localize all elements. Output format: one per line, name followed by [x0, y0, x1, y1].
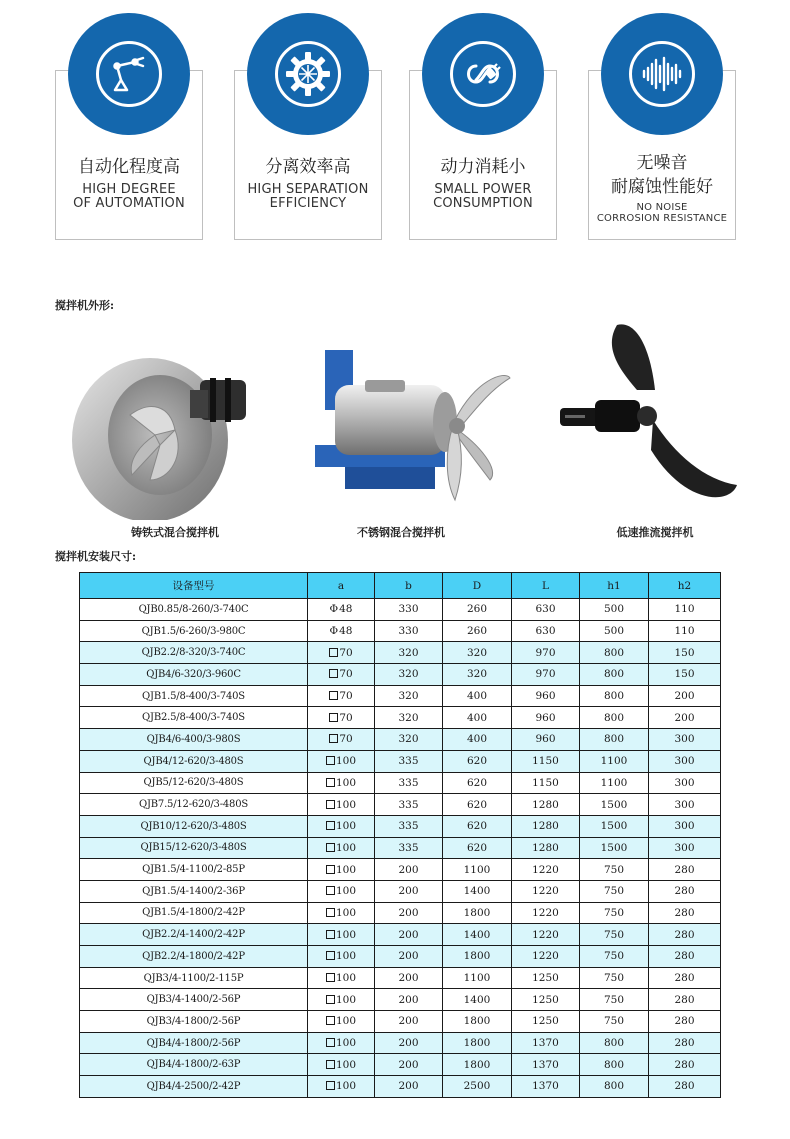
cell-a-value: 100 [335, 776, 357, 789]
cell-model: QJB4/4-1800/2-56P [80, 1032, 308, 1054]
cell-d: 1800 [443, 1054, 512, 1076]
cell-h1: 750 [580, 924, 649, 946]
cell-b: 200 [375, 1011, 443, 1033]
feature-title-en: NO NOISE CORROSION RESISTANCE [596, 202, 728, 224]
cell-h2: 280 [649, 1032, 721, 1054]
section-dimensions-label: 搅拌机安装尺寸: [55, 550, 137, 563]
cell-d: 1800 [443, 1032, 512, 1054]
product-image-stainless-mixer [305, 350, 515, 505]
square-section-icon [326, 995, 335, 1004]
cell-a-value: 100 [335, 1037, 357, 1050]
cell-a [308, 794, 375, 816]
cell-h2: 110 [649, 620, 721, 642]
cell-a [308, 902, 375, 924]
cell-b: 200 [375, 1032, 443, 1054]
square-section-icon [326, 821, 335, 830]
feature-card-power [409, 70, 557, 240]
header-l: L [512, 573, 580, 599]
cell-a-value: 70 [339, 668, 353, 681]
cell-a [308, 859, 375, 881]
cell-d: 620 [443, 750, 512, 772]
table-row [80, 707, 721, 729]
cell-h2: 280 [649, 1076, 721, 1098]
cell-l: 1220 [512, 924, 580, 946]
product-caption: 不锈钢混合搅拌机 [357, 526, 445, 539]
cell-h2: 300 [649, 815, 721, 837]
cell-model: QJB1.5/4-1400/2-36P [80, 880, 308, 902]
cell-b: 200 [375, 924, 443, 946]
cell-h2: 200 [649, 707, 721, 729]
feature-title-en: HIGH SEPARATION EFFICIENCY [247, 182, 369, 211]
cell-l: 1280 [512, 837, 580, 859]
cell-a [308, 750, 375, 772]
cell-b: 320 [375, 729, 443, 751]
cell-a-value: 100 [335, 906, 357, 919]
table-row [80, 837, 721, 859]
cell-h1: 800 [580, 664, 649, 686]
table-row [80, 729, 721, 751]
feature-title-cn: 自动化程度高 [78, 157, 180, 177]
cell-a [308, 880, 375, 902]
table-row [80, 1054, 721, 1076]
cell-a-value: 100 [335, 993, 357, 1006]
table-row [80, 772, 721, 794]
cell-d: 1400 [443, 880, 512, 902]
feature-card-automation [55, 70, 203, 240]
cell-model: QJB0.85/8-260/3-740C [80, 599, 308, 621]
square-section-icon [326, 951, 335, 960]
cell-d: 620 [443, 837, 512, 859]
cell-b: 200 [375, 967, 443, 989]
feature-title-en: HIGH DEGREE OF AUTOMATION [73, 182, 185, 211]
cell-a-value: 100 [335, 863, 357, 876]
cell-d: 620 [443, 772, 512, 794]
cell-a-value: 100 [335, 755, 357, 768]
cell-b: 200 [375, 1054, 443, 1076]
cell-model: QJB1.5/8-400/3-740S [80, 685, 308, 707]
square-section-icon [326, 1016, 335, 1025]
cell-a-value: 70 [339, 690, 353, 703]
cell-h1: 1100 [580, 772, 649, 794]
cell-model: QJB7.5/12-620/3-480S [80, 794, 308, 816]
cell-h2: 280 [649, 902, 721, 924]
table-row [80, 859, 721, 881]
cell-d: 620 [443, 794, 512, 816]
cell-a [308, 599, 375, 621]
cell-h2: 110 [649, 599, 721, 621]
table-row [80, 989, 721, 1011]
table-row [80, 794, 721, 816]
cell-b: 200 [375, 902, 443, 924]
square-section-icon [329, 648, 338, 657]
cell-model: QJB5/12-620/3-480S [80, 772, 308, 794]
cell-model: QJB3/4-1100/2-115P [80, 967, 308, 989]
cell-h1: 750 [580, 989, 649, 1011]
product-caption: 铸铁式混合搅拌机 [131, 526, 219, 539]
cell-a [308, 924, 375, 946]
cell-h2: 280 [649, 967, 721, 989]
cell-a-value: 70 [339, 733, 353, 746]
square-section-icon [329, 713, 338, 722]
cell-a-value: 100 [335, 928, 357, 941]
square-section-icon [329, 691, 338, 700]
cell-a [308, 946, 375, 968]
square-section-icon [326, 778, 335, 787]
cell-d: 1800 [443, 902, 512, 924]
cell-d: 620 [443, 815, 512, 837]
cell-h1: 750 [580, 1011, 649, 1033]
cell-l: 960 [512, 685, 580, 707]
cell-h2: 300 [649, 794, 721, 816]
cell-l: 1220 [512, 946, 580, 968]
cell-h2: 280 [649, 924, 721, 946]
cell-h2: 150 [649, 664, 721, 686]
sound-wave-icon [629, 41, 695, 107]
cell-h2: 280 [649, 989, 721, 1011]
cell-d: 1400 [443, 989, 512, 1011]
cell-h1: 800 [580, 707, 649, 729]
cell-h1: 500 [580, 599, 649, 621]
square-section-icon [326, 1081, 335, 1090]
cell-h2: 300 [649, 729, 721, 751]
cell-l: 1220 [512, 880, 580, 902]
cell-a-value: 70 [339, 711, 353, 724]
cell-b: 200 [375, 989, 443, 1011]
square-section-icon [326, 1038, 335, 1047]
cell-b: 200 [375, 1076, 443, 1098]
table-row [80, 599, 721, 621]
cell-a-value: 100 [335, 820, 357, 833]
table-row [80, 642, 721, 664]
cell-d: 1400 [443, 924, 512, 946]
cell-l: 630 [512, 599, 580, 621]
cell-model: QJB1.5/4-1100/2-85P [80, 859, 308, 881]
cell-h1: 750 [580, 880, 649, 902]
cell-model: QJB4/6-400/3-980S [80, 729, 308, 751]
cell-a [308, 1032, 375, 1054]
cell-b: 200 [375, 859, 443, 881]
cell-a-value: 100 [335, 885, 357, 898]
cell-h2: 280 [649, 1011, 721, 1033]
cell-a [308, 1054, 375, 1076]
cell-a-value: 100 [335, 972, 357, 985]
cell-h2: 280 [649, 859, 721, 881]
cell-a [308, 1011, 375, 1033]
cell-l: 970 [512, 642, 580, 664]
table-row [80, 967, 721, 989]
gear-icon [275, 41, 341, 107]
cell-h1: 750 [580, 859, 649, 881]
cell-a-value: 100 [335, 798, 357, 811]
cell-model: QJB2.2/4-1800/2-42P [80, 946, 308, 968]
table-row [80, 664, 721, 686]
cell-l: 1250 [512, 989, 580, 1011]
table-row [80, 620, 721, 642]
cell-a-value: 48 [339, 603, 353, 616]
cell-a-value: 100 [335, 841, 357, 854]
cell-b: 335 [375, 837, 443, 859]
table-row [80, 750, 721, 772]
cell-l: 960 [512, 729, 580, 751]
cell-l: 1370 [512, 1054, 580, 1076]
table-header-row [80, 573, 721, 599]
cell-model: QJB2.5/8-400/3-740S [80, 707, 308, 729]
product-caption: 低速推流搅拌机 [616, 526, 694, 539]
header-b: b [375, 573, 443, 599]
feature-title-en: SMALL POWER CONSUMPTION [433, 182, 533, 211]
cell-a-value: 100 [335, 950, 357, 963]
cell-a-value: 100 [335, 1080, 357, 1093]
cell-model: QJB4/6-320/3-960C [80, 664, 308, 686]
cell-l: 1370 [512, 1076, 580, 1098]
header-h2: h2 [649, 573, 721, 599]
cell-model: QJB15/12-620/3-480S [80, 837, 308, 859]
cell-l: 1220 [512, 859, 580, 881]
cell-b: 320 [375, 707, 443, 729]
header-a: a [308, 573, 375, 599]
table-row [80, 1032, 721, 1054]
cell-l: 960 [512, 707, 580, 729]
robot-arm-icon [96, 41, 162, 107]
cell-b: 200 [375, 880, 443, 902]
cell-b: 320 [375, 642, 443, 664]
cell-model: QJB3/4-1400/2-56P [80, 989, 308, 1011]
cell-d: 260 [443, 599, 512, 621]
cell-h1: 750 [580, 946, 649, 968]
feature-circle [422, 13, 544, 135]
cell-a-value: 70 [339, 646, 353, 659]
feature-title-cn: 无噪音 耐腐蚀性能好 [611, 153, 713, 197]
cell-d: 260 [443, 620, 512, 642]
cell-model: QJB4/4-1800/2-63P [80, 1054, 308, 1076]
cell-h1: 800 [580, 642, 649, 664]
cell-a [308, 664, 375, 686]
cell-a [308, 967, 375, 989]
square-section-icon [326, 843, 335, 852]
cell-a [308, 837, 375, 859]
cell-d: 400 [443, 729, 512, 751]
cell-h1: 800 [580, 1054, 649, 1076]
cell-a [308, 707, 375, 729]
cell-l: 1280 [512, 815, 580, 837]
cell-model: QJB2.2/8-320/3-740C [80, 642, 308, 664]
cell-b: 330 [375, 620, 443, 642]
cell-h1: 1500 [580, 837, 649, 859]
header-h1: h1 [580, 573, 649, 599]
cell-a-value: 48 [339, 625, 353, 638]
diameter-symbol: Φ [329, 625, 339, 638]
cell-model: QJB1.5/6-260/3-980C [80, 620, 308, 642]
cell-l: 1220 [512, 902, 580, 924]
cell-l: 970 [512, 664, 580, 686]
square-section-icon [326, 1060, 335, 1069]
cell-l: 1250 [512, 1011, 580, 1033]
cell-h2: 300 [649, 837, 721, 859]
cell-l: 1370 [512, 1032, 580, 1054]
cell-b: 320 [375, 664, 443, 686]
cell-l: 1150 [512, 750, 580, 772]
table-row [80, 685, 721, 707]
square-section-icon [326, 756, 335, 765]
feature-circle [68, 13, 190, 135]
table-row [80, 1011, 721, 1033]
cell-h2: 150 [649, 642, 721, 664]
cell-h1: 750 [580, 967, 649, 989]
square-section-icon [329, 669, 338, 678]
feature-card-noise [588, 70, 736, 240]
cell-b: 320 [375, 685, 443, 707]
table-row [80, 880, 721, 902]
cell-d: 320 [443, 664, 512, 686]
cell-a-value: 100 [335, 1058, 357, 1071]
cell-l: 1150 [512, 772, 580, 794]
table-row [80, 902, 721, 924]
cell-l: 1250 [512, 967, 580, 989]
diameter-symbol: Φ [329, 603, 339, 616]
cell-a [308, 685, 375, 707]
cell-d: 1100 [443, 967, 512, 989]
cell-model: QJB10/12-620/3-480S [80, 815, 308, 837]
header-model: 设备型号 [80, 573, 308, 599]
square-section-icon [326, 908, 335, 917]
dimensions-table [79, 572, 721, 1098]
cell-a [308, 642, 375, 664]
feature-circle [247, 13, 369, 135]
cell-d: 400 [443, 707, 512, 729]
cell-h1: 800 [580, 729, 649, 751]
square-section-icon [326, 800, 335, 809]
cell-d: 2500 [443, 1076, 512, 1098]
table-row [80, 924, 721, 946]
cell-b: 335 [375, 772, 443, 794]
cell-a [308, 815, 375, 837]
cell-d: 1100 [443, 859, 512, 881]
cell-model: QJB4/4-2500/2-42P [80, 1076, 308, 1098]
cell-d: 320 [443, 642, 512, 664]
product-image-push-flow-mixer [555, 320, 745, 520]
square-section-icon [326, 886, 335, 895]
cell-h2: 280 [649, 1054, 721, 1076]
feature-circle [601, 13, 723, 135]
cell-model: QJB2.2/4-1400/2-42P [80, 924, 308, 946]
cell-h2: 200 [649, 685, 721, 707]
cell-model: QJB1.5/4-1800/2-42P [80, 902, 308, 924]
square-section-icon [326, 930, 335, 939]
cell-a [308, 729, 375, 751]
cell-h1: 1500 [580, 794, 649, 816]
cell-h1: 800 [580, 685, 649, 707]
table-row [80, 815, 721, 837]
cell-model: QJB4/12-620/3-480S [80, 750, 308, 772]
cell-h1: 500 [580, 620, 649, 642]
cell-b: 335 [375, 750, 443, 772]
cell-a [308, 989, 375, 1011]
cell-h1: 750 [580, 902, 649, 924]
cell-h1: 800 [580, 1032, 649, 1054]
cell-h2: 280 [649, 880, 721, 902]
cell-b: 335 [375, 815, 443, 837]
cell-l: 630 [512, 620, 580, 642]
cell-h1: 1100 [580, 750, 649, 772]
cell-h1: 1500 [580, 815, 649, 837]
product-image-cast-iron-mixer [60, 320, 260, 520]
cell-a-value: 100 [335, 1015, 357, 1028]
square-section-icon [326, 865, 335, 874]
cell-a [308, 1076, 375, 1098]
cell-h1: 800 [580, 1076, 649, 1098]
cell-a [308, 620, 375, 642]
cell-b: 330 [375, 599, 443, 621]
cell-b: 200 [375, 946, 443, 968]
cell-d: 400 [443, 685, 512, 707]
header-d: D [443, 573, 512, 599]
cell-model: QJB3/4-1800/2-56P [80, 1011, 308, 1033]
square-section-icon [326, 973, 335, 982]
feature-title-cn: 动力消耗小 [440, 157, 526, 177]
square-section-icon [329, 734, 338, 743]
cell-h2: 300 [649, 772, 721, 794]
section-appearance-label: 搅拌机外形: [55, 299, 115, 312]
feature-cards [0, 0, 790, 250]
cell-b: 335 [375, 794, 443, 816]
cell-a [308, 772, 375, 794]
cell-d: 1800 [443, 1011, 512, 1033]
cell-d: 1800 [443, 946, 512, 968]
cell-h2: 300 [649, 750, 721, 772]
cell-h2: 280 [649, 946, 721, 968]
feature-title-cn: 分离效率高 [265, 157, 351, 177]
power-plug-icon [450, 41, 516, 107]
table-row [80, 946, 721, 968]
cell-l: 1280 [512, 794, 580, 816]
table-row [80, 1076, 721, 1098]
feature-card-separation [234, 70, 382, 240]
